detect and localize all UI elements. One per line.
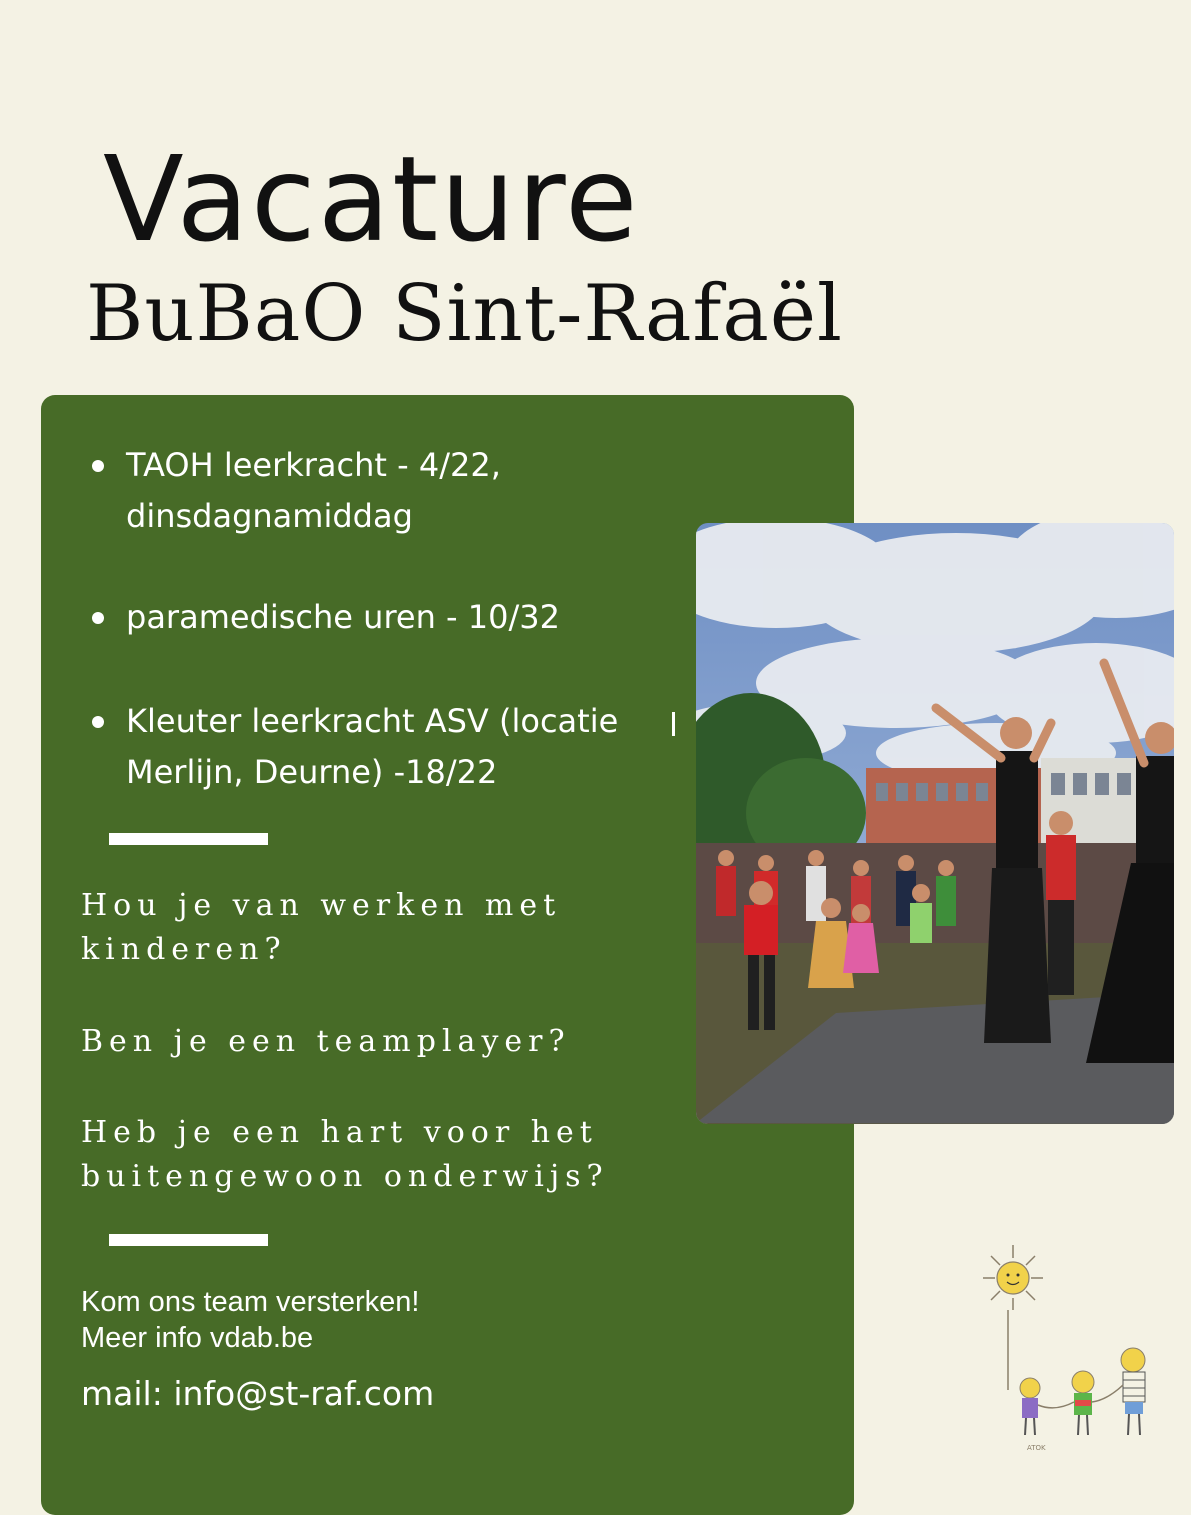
vacancy-line: TAOH leerkracht - 4/22, [126,446,501,484]
question-line: Hou je van werken met [81,888,562,923]
vacancy-line: paramedische uren - 10/32 [126,598,560,636]
question-teamplayer [81,1020,701,1064]
logo-caption: ATOK [1027,1444,1046,1452]
text-cursor-mark [672,712,675,736]
bullet-icon [92,460,104,472]
sun-and-children-drawing-icon [975,1240,1175,1455]
call-to-action [81,1284,419,1356]
vacancy-line: dinsdagnamiddag [126,497,413,535]
school-logo [975,1240,1175,1455]
vacancy-item-paramedisch [86,592,666,643]
cta-line: Kom ons team versterken! [81,1286,420,1318]
bullet-icon [92,612,104,624]
question-line: Ben je een teamplayer? [81,1024,571,1059]
contact-email: mail: info@st-raf.com [81,1374,435,1413]
question-kinderen [81,884,701,972]
school-name: BuBaO Sint-Rafaël [86,269,843,359]
vacancy-line: Kleuter leerkracht ASV (locatie [126,702,619,740]
vacancy-line: Merlijn, Deurne) -18/22 [126,753,498,791]
school-event-photo [696,523,1174,1124]
question-line: Heb je een hart voor het [81,1115,598,1150]
question-line: buitengewoon onderwijs? [81,1159,609,1194]
divider-line [109,833,268,845]
vacancy-item-taoh [86,440,666,542]
divider-line [109,1234,268,1246]
page-title: Vacature [103,130,640,268]
question-buitengewoon [81,1111,701,1199]
vacancy-item-kleuter [86,696,666,798]
photo-illustration [696,523,1174,1124]
bullet-icon [92,716,104,728]
question-line: kinderen? [81,932,287,967]
cta-info-link: Meer info vdab.be [81,1322,314,1354]
